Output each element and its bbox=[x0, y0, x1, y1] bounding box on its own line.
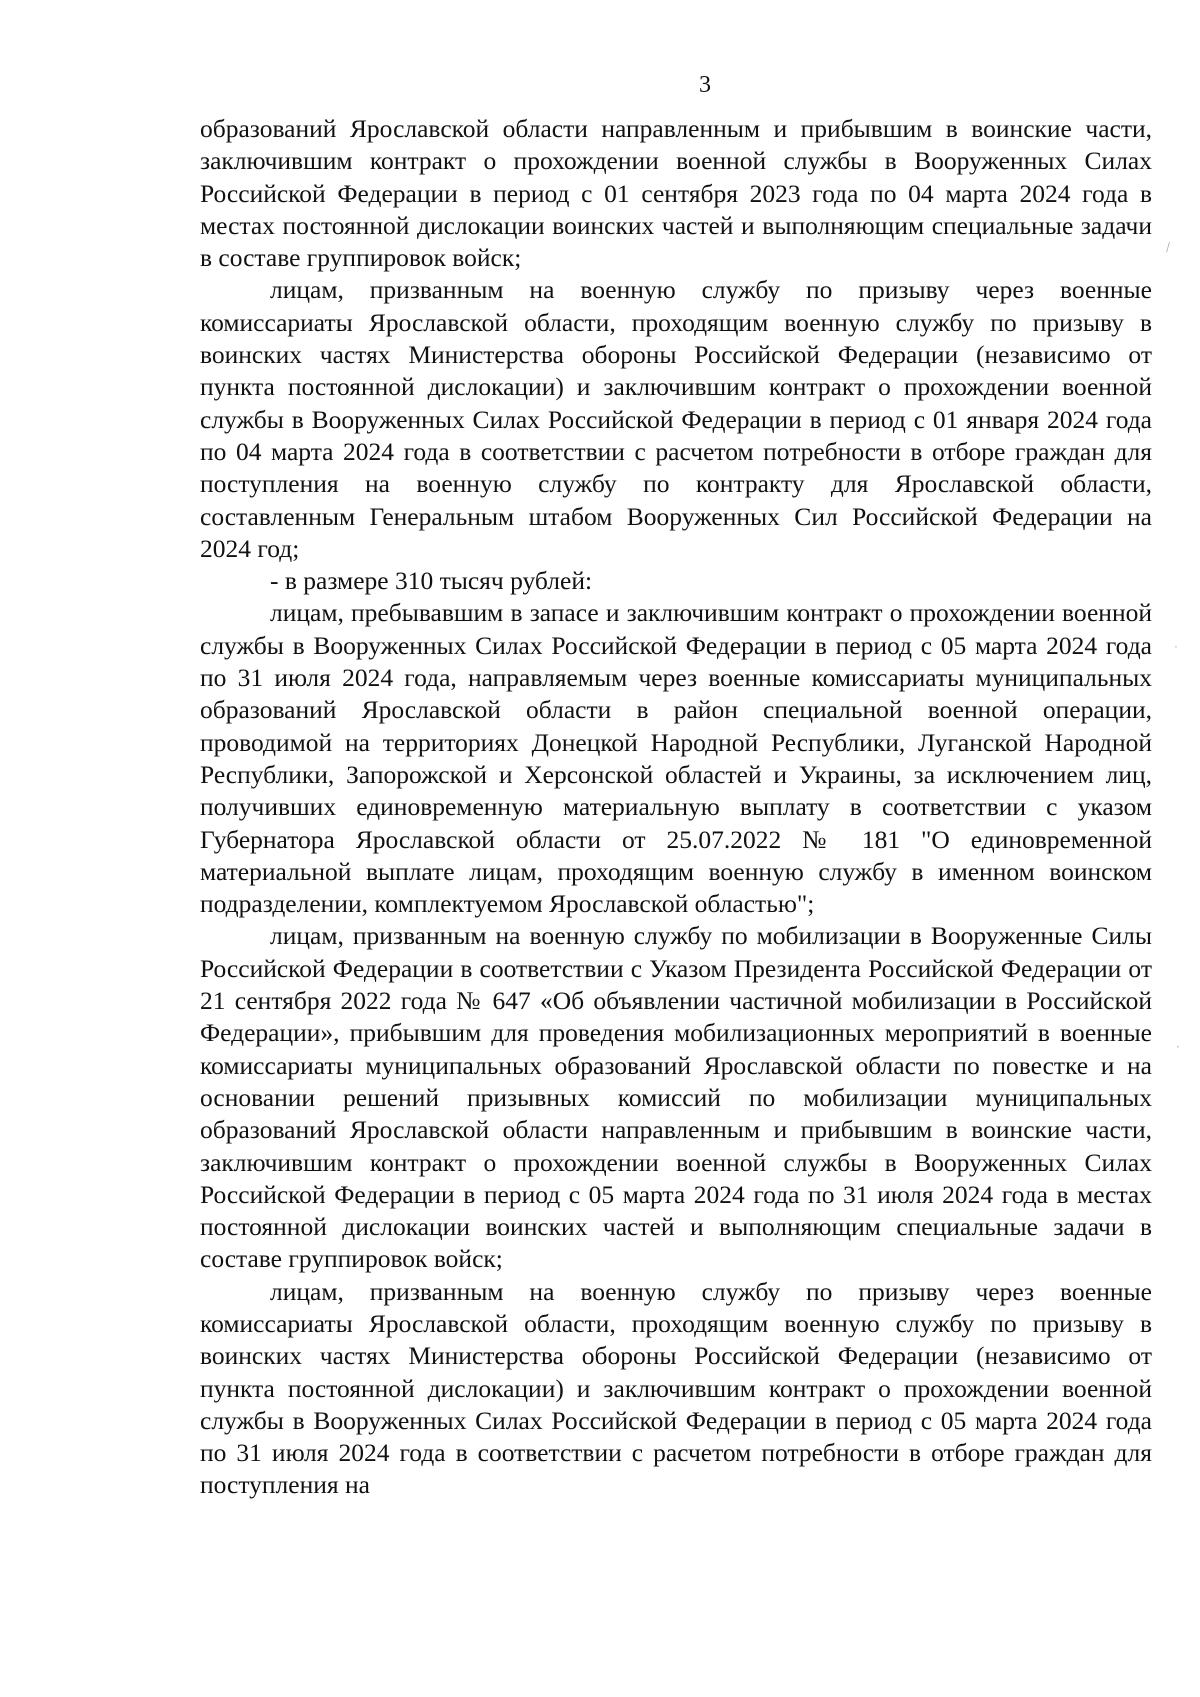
paragraph-mobilized-persons: лицам, призванным на военную службу по мобилизации в Вооруженные Силы Российской Федерации в соответствии с Указом Президента Российской Федерации от 21 сентября 2022 года № 647 «Об объявлении частичной мобилизации в Российской Федерации», прибывшим для проведения мобилизационных мероприятий в военные комиссариаты муниципальных образований Ярославской области по повестке и на основании решений призывных комиссий по мобилизации муниципальных образований Ярославской области направленным и прибывшим в воинские части, заключившим контракт о прохождении военной службы в Вооруженных Силах Российской Федерации в период с 05 марта 2024 года по 31 июля 2024 года в местах постоянной дислокации воинских частей и выполняющим специальные задачи в составе группировок войск; bbox=[200, 921, 1152, 1274]
scan-speck: · bbox=[1176, 1040, 1180, 1054]
scan-speck: · bbox=[1174, 640, 1178, 654]
paragraph-continued: образований Ярославской области направленным и прибывшим в воинские части, заключившим контракт о прохождении военной службы в Вооруженных Силах Российской Федерации в период с 01 сентября 2023 года по 04 марта 2024 года в местах постоянной дислокации воинских частей и выполняющим специальные задачи в составе группировок войск; bbox=[200, 114, 1152, 273]
paragraph-reserve-persons: лицам, пребывавшим в запасе и заключившим контракт о прохождении военной службы в Вооруженных Силах Российской Федерации в период с 05 марта 2024 года по 31 июля 2024 года, направляемым через военные комиссариаты муниципальных образований Ярославской области в район специальной военной операции, проводимой на территориях Донецкой Народной Республики, Луганской Народной Республики, Запорожской и Херсонской областей и Украины, за исключением лиц, получивших единовременную материальную выплату в соответствии с указом Губернатора Ярославской области от 25.07.2022 № 181 "О единовременной материальной выплате лицам, проходящим военную службу в именном воинском подразделении, комплектуемом Ярославской областью"; bbox=[200, 598, 1152, 919]
document-body bbox=[200, 113, 1152, 1502]
paragraph-conscripts-mar-jul: лицам, призванным на военную службу по призыву через военные комиссариаты Ярославской области, проходящим военную службу по призыву в воинских частях Министерства обороны Российской Федерации (независимо от пункта постоянной дислокации) и заключившим контракт о прохождении военной службы в Вооруженных Силах Российской Федерации в период с 05 марта 2024 года по 31 июля 2024 года в соответствии с расчетом потребности в отборе граждан для поступления на bbox=[200, 1276, 1152, 1500]
paragraph-amount-310: - в размере 310 тысяч рублей: bbox=[270, 566, 593, 596]
scan-speck: / bbox=[1166, 240, 1171, 254]
paragraph-conscripts-jan-mar: лицам, призванным на военную службу по призыву через военные комиссариаты Ярославской области, проходящим военную службу по призыву в воинских частях Министерства обороны Российской Федерации (независимо от пункта постоянной дислокации) и заключившим контракт о прохождении военной службы в Вооруженных Силах Российской Федерации в период с 01 января 2024 года по 04 марта 2024 года в соответствии с расчетом потребности в отборе граждан для поступления на военную службу по контракту для Ярославской области, составленным Генеральным штабом Вооруженных Сил Российской Федерации на 2024 год; bbox=[200, 275, 1152, 563]
page-number: 3 bbox=[699, 72, 711, 98]
